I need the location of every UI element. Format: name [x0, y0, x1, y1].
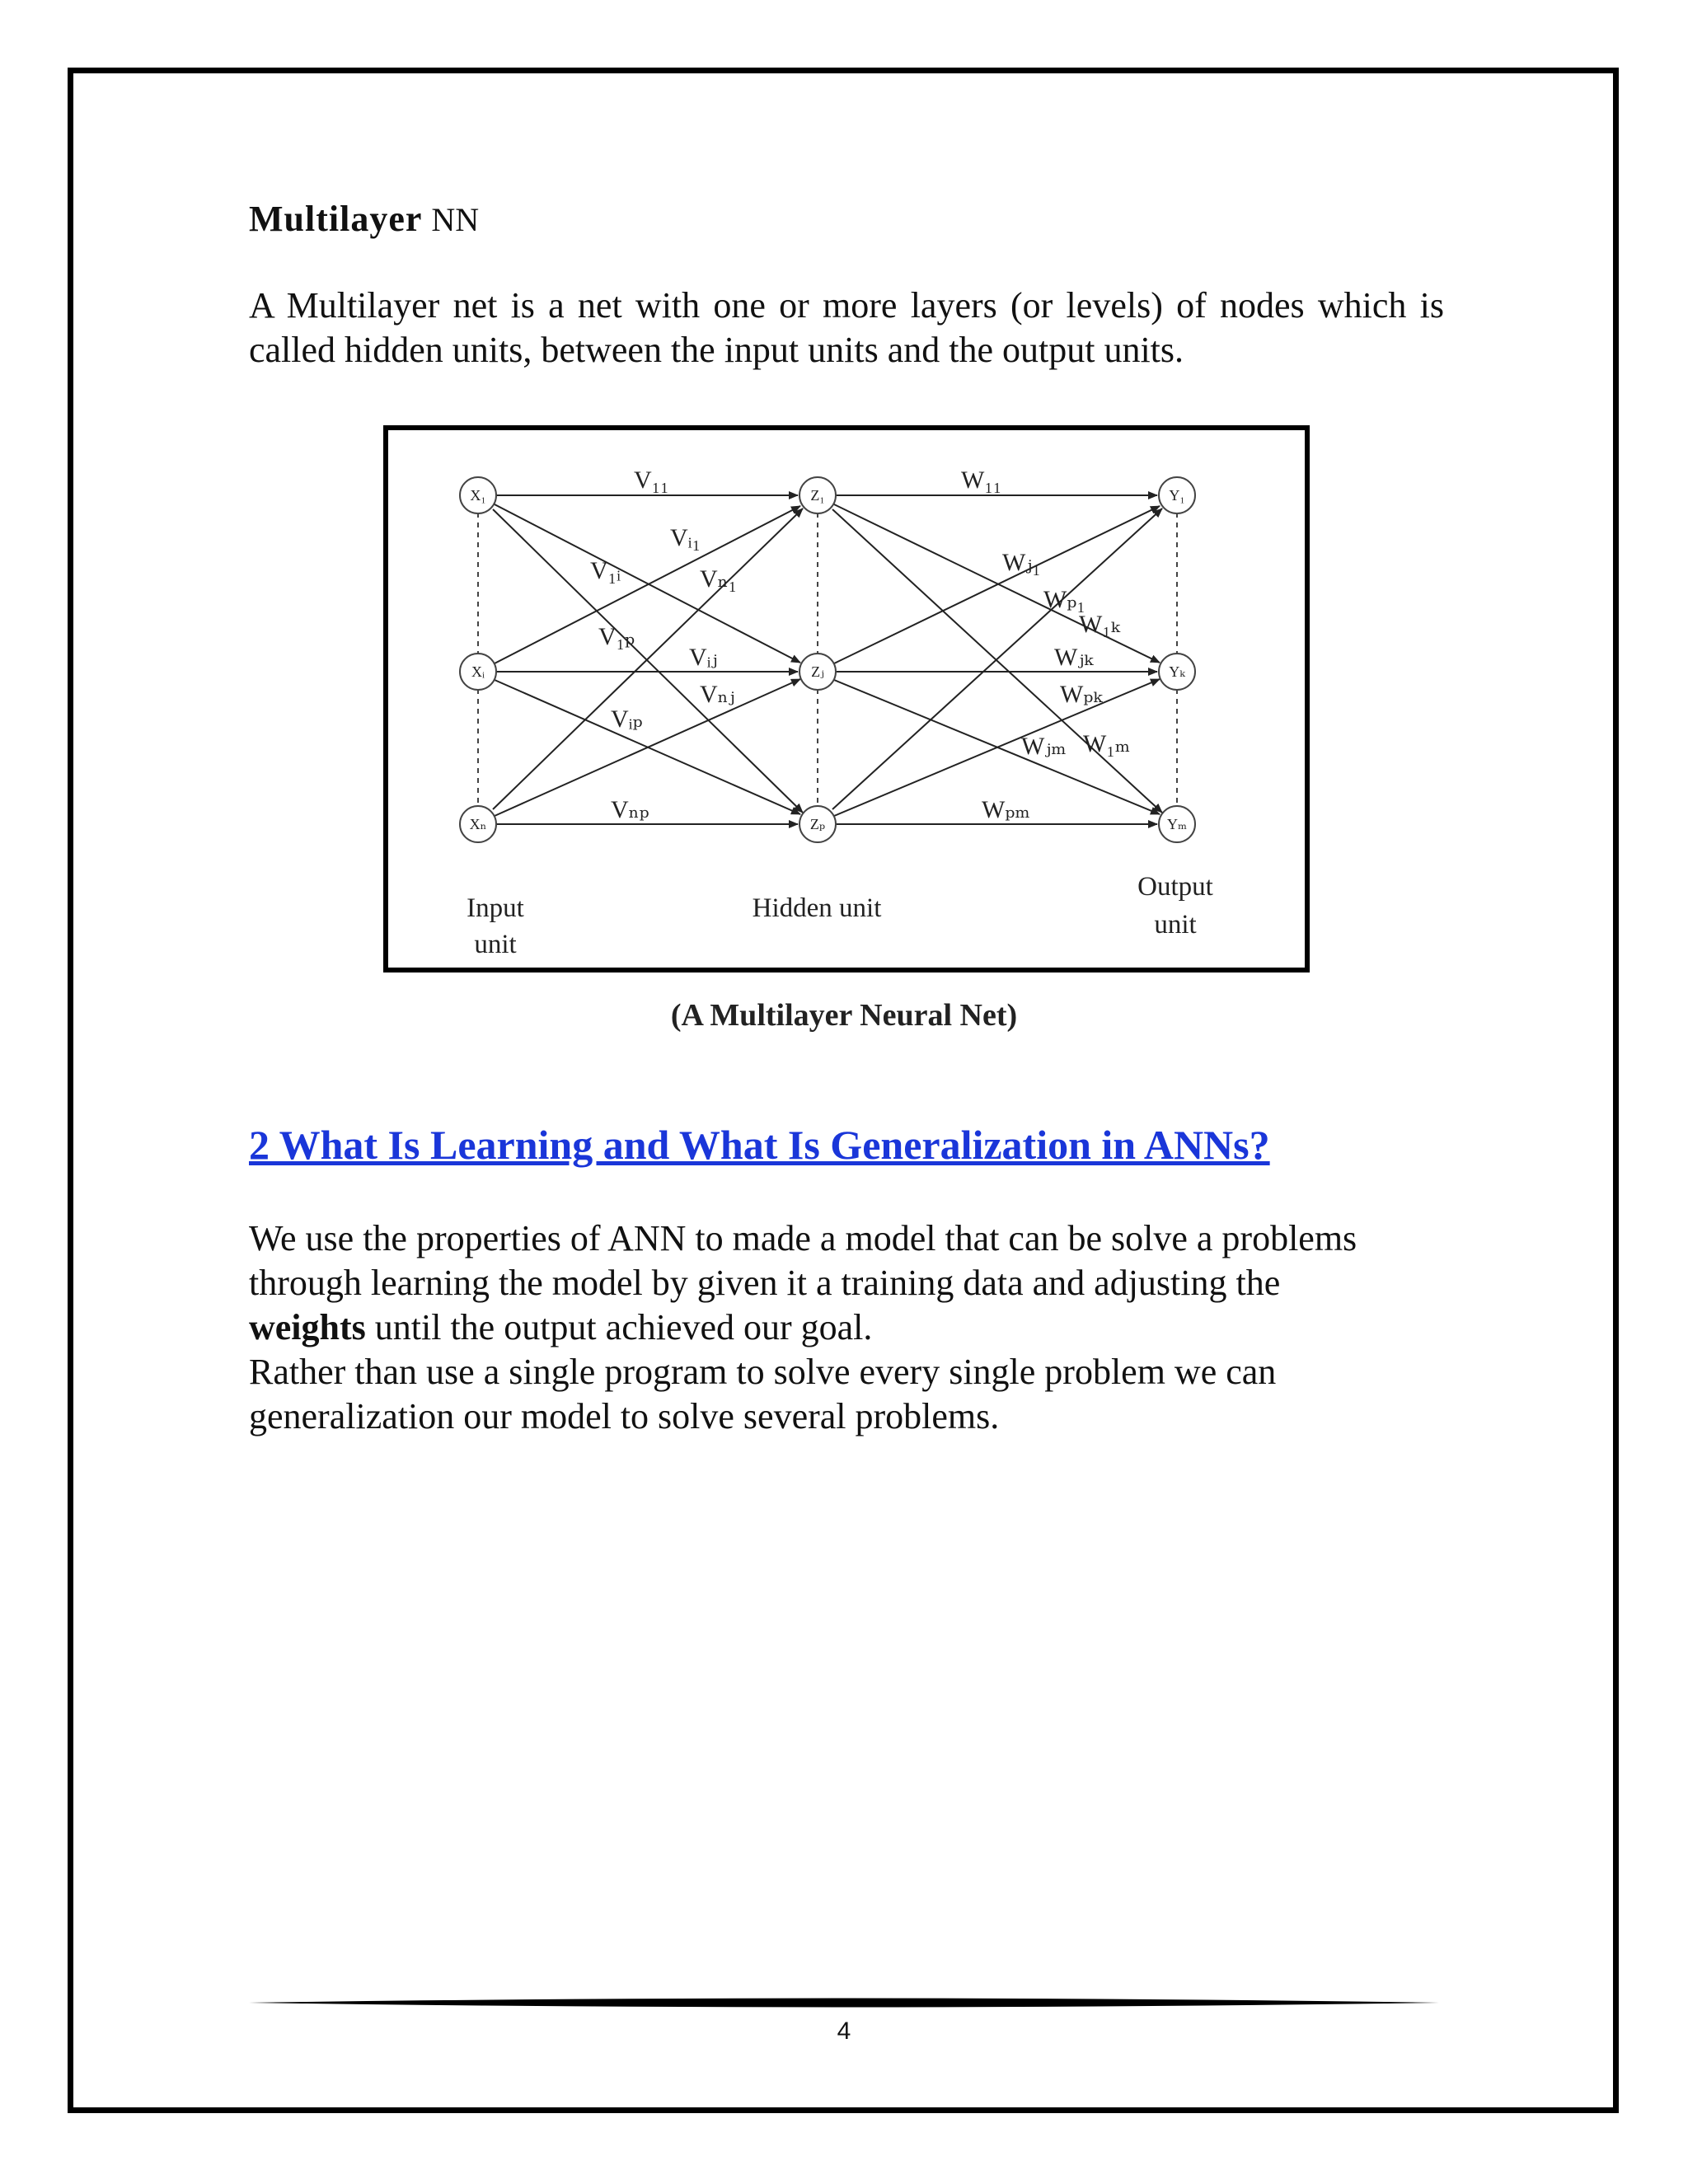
weight-label: W₁ₖ	[1079, 611, 1120, 638]
weight-label: Wₚₖ	[1060, 681, 1103, 708]
body-line: generalization our model to solve several problems.	[249, 1396, 1000, 1436]
output-unit-label: Output	[1137, 872, 1213, 902]
hidden-node-label: Zₚ	[809, 816, 826, 832]
body-text: until the output achieved our goal.	[365, 1307, 873, 1347]
section-heading-link[interactable]: 2 What Is Learning and What Is Generalization in ANNs?	[249, 1122, 1270, 1168]
output-node-label: Yₖ	[1169, 663, 1185, 680]
figure-caption: (A Multilayer Neural Net)	[670, 998, 1018, 1033]
network-diagram	[388, 430, 1305, 968]
weight-label: W₁₁	[961, 466, 1002, 494]
weight-label: Vᵢⱼ	[689, 644, 718, 671]
weight-label: Vᵢ₁	[670, 524, 701, 551]
weight-label: V₁ₚ	[598, 623, 635, 650]
weight-label: Vₙⱼ	[700, 681, 735, 708]
page-border	[68, 68, 1619, 2113]
weight-label: Wⱼₖ	[1054, 644, 1094, 671]
page-number: 4	[837, 2018, 851, 2045]
weight-label: Vₙₚ	[611, 796, 649, 823]
body-line	[249, 1305, 1485, 1350]
input-node-label: Xₙ	[469, 816, 487, 832]
weight-label: Wⱼₘ	[1021, 733, 1067, 760]
hidden-unit-label: Hidden unit	[752, 893, 882, 923]
output-node-label: Y₁	[1169, 487, 1185, 504]
input-unit-label: Input	[467, 893, 524, 923]
weight-label: Vᵢₚ	[611, 705, 643, 733]
hidden-output-connections	[832, 495, 1162, 824]
body-line: We use the properties of ANN to made a model that can be solve a problems	[249, 1218, 1357, 1258]
footer-divider	[249, 1994, 1439, 2011]
bold-term: weights	[249, 1307, 366, 1347]
weight-label: Wₚₘ	[982, 796, 1030, 823]
heading-rest: NN	[431, 201, 480, 238]
body-line: through learning the model by given it a training data and adjusting the	[249, 1263, 1281, 1303]
body-paragraph	[249, 1216, 1485, 1439]
weight-label: V₁ᵢ	[590, 557, 621, 584]
hidden-node-label: Z₁	[810, 487, 825, 504]
output-unit-label: unit	[1154, 910, 1197, 940]
page-heading	[249, 198, 479, 240]
weight-label: Vₙ₁	[700, 565, 738, 593]
input-node-label: X₁	[470, 487, 486, 504]
network-figure	[383, 425, 1310, 972]
hidden-node-label: Zⱼ	[811, 663, 824, 680]
heading-bold: Multilayer	[249, 199, 423, 239]
intro-paragraph: A Multilayer net is a net with one or more layers (or levels) of nodes which is called hidden units, between the input units and the output units.	[249, 285, 1444, 370]
input-node-label: Xᵢ	[471, 663, 485, 680]
input-hidden-connections	[493, 495, 803, 824]
weight-label: Wⱼ₁	[1002, 549, 1041, 576]
weight-label: W₁ₘ	[1083, 730, 1131, 757]
input-unit-label: unit	[474, 930, 517, 959]
weight-label: V₁₁	[634, 466, 669, 494]
output-node-label: Yₘ	[1166, 816, 1188, 832]
weight-label: Wₚ₁	[1043, 586, 1085, 613]
body-line: Rather than use a single program to solve every single problem we can	[249, 1352, 1277, 1392]
